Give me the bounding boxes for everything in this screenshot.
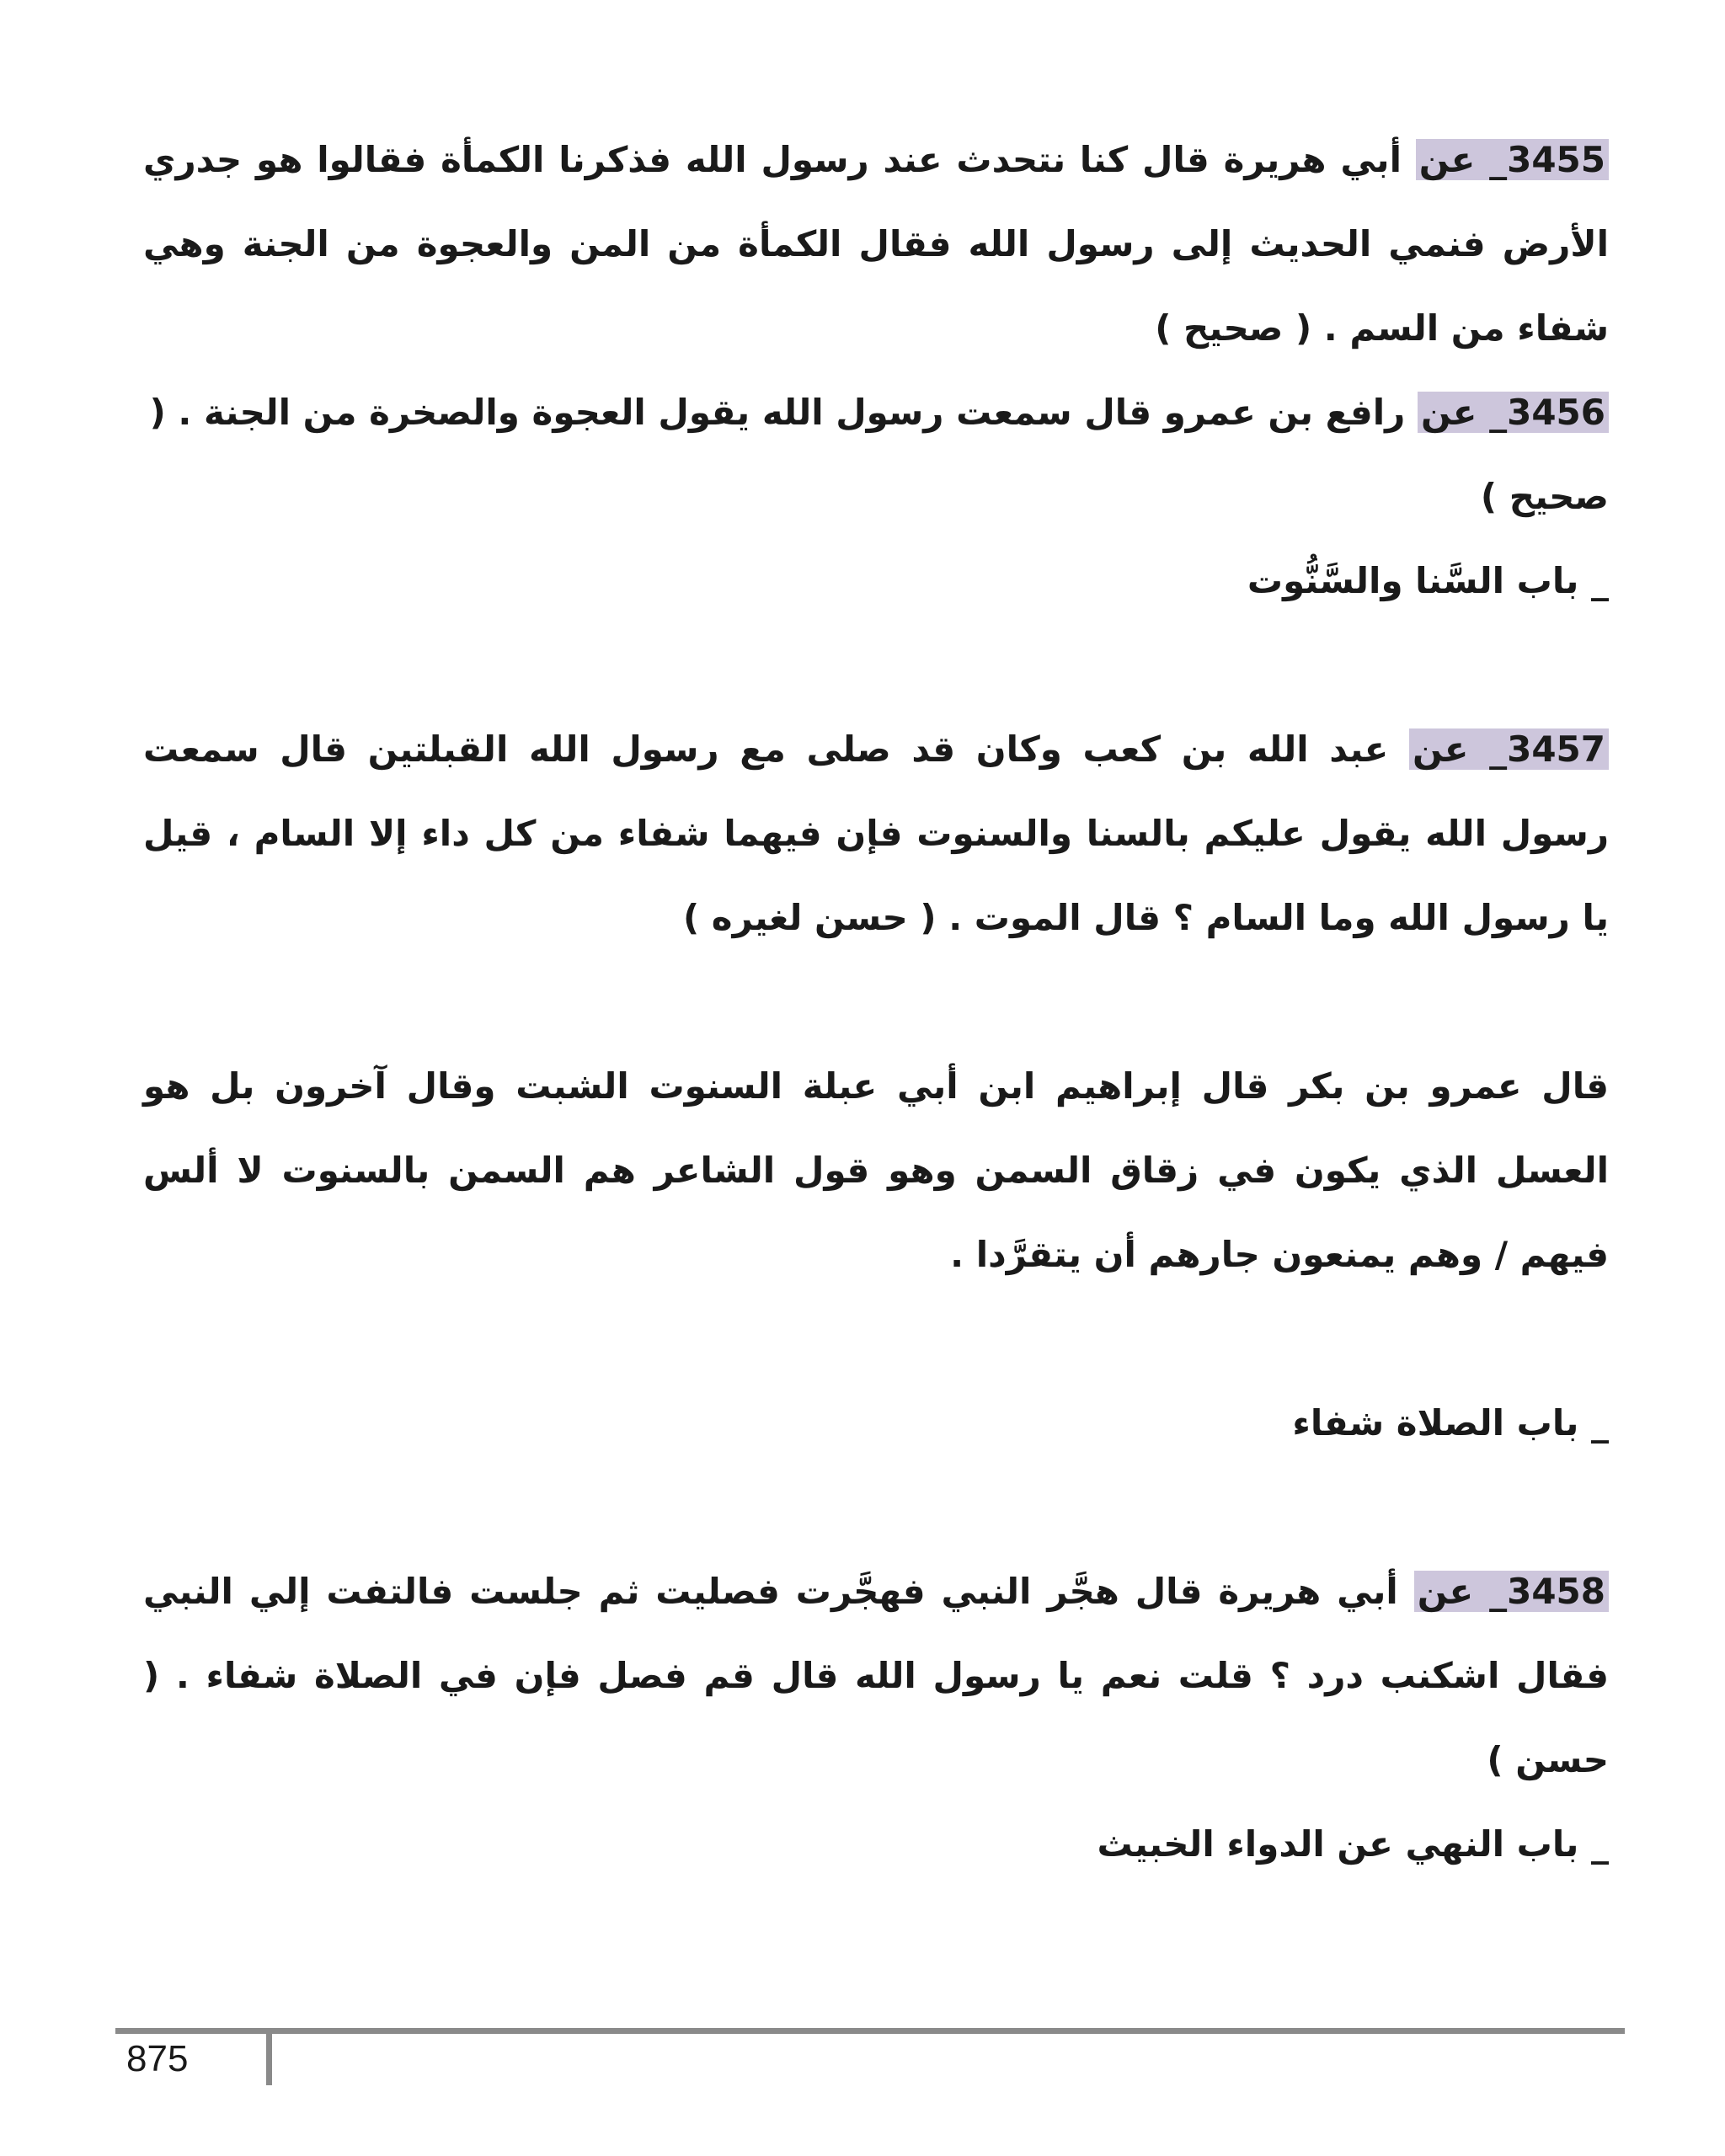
hadith-lead: _ عن — [1420, 392, 1508, 433]
hadith-lead: _ عن — [1417, 1571, 1508, 1612]
page-number: 875 — [126, 2038, 189, 2079]
hadith-number: 3456 — [1507, 392, 1605, 433]
hadith-3457 — [143, 707, 1609, 960]
hadith-number-highlight — [1416, 139, 1609, 180]
hadith-3456 — [143, 371, 1609, 539]
chapter-heading-salat: _ باب الصلاة شفاء — [1292, 1402, 1609, 1444]
hadith-lead: _ عن — [1413, 728, 1508, 770]
hadith-number: 3457 — [1507, 728, 1606, 770]
hadith-number-highlight — [1414, 1571, 1609, 1612]
footer-divider-tick — [266, 2028, 272, 2085]
footer-divider — [115, 2028, 1625, 2034]
chapter-heading-sana: _ باب السَّنا والسَّنُّوت — [1247, 560, 1609, 601]
hadith-text: أبي هريرة قال كنا نتحدث عند رسول الله فذكرنا الكمأة فقالوا هو جدري الأرض فنمي الحديث إلى رسول الله فقال الكمأة من المن والعجوة من الجنة وهي شفاء من السم . ( صحيح ) — [143, 139, 1609, 349]
hadith-lead: _ عن — [1418, 139, 1508, 180]
hadith-text: رافع بن عمرو قال سمعت رسول الله يقول العجوة والصخرة من الجنة . ( صحيح ) — [149, 392, 1609, 517]
hadith-text: أبي هريرة قال هجَّر النبي فهجَّرت فصليت ثم جلست فالتفت إلي النبي فقال اشكنب درد ؟ قلت نعم يا رسول الله قال قم فصل فإن في الصلاة شفاء . ( حسن ) — [143, 1571, 1609, 1780]
hadith-number-highlight — [1418, 392, 1609, 433]
hadith-number-highlight — [1409, 728, 1609, 770]
hadith-3458 — [143, 1550, 1609, 1802]
chapter-heading-nahy: _ باب النهي عن الدواء الخبيث — [1097, 1823, 1609, 1865]
commentary-note: قال عمرو بن بكر قال إبراهيم ابن أبي عبلة السنوت الشبت وقال آخرون بل هو العسل الذي يكون في زقاق السمن وهو قول الشاعر هم السمن بالسنوت لا ألس فيهم / وهم يمنعون جارهم أن يتقرَّدا . — [143, 1065, 1609, 1275]
hadith-number: 3458 — [1507, 1571, 1606, 1612]
hadith-number: 3455 — [1507, 139, 1605, 180]
hadith-text: عبد الله بن كعب وكان قد صلى مع رسول الله القبلتين قال سمعت رسول الله يقول عليكم بالسنا والسنوت فإن فيهما شفاء من كل داء إلا السام ، قيل يا رسول الله وما السام ؟ قال الموت . ( حسن لغيره ) — [143, 728, 1609, 938]
hadith-3455 — [143, 118, 1609, 371]
